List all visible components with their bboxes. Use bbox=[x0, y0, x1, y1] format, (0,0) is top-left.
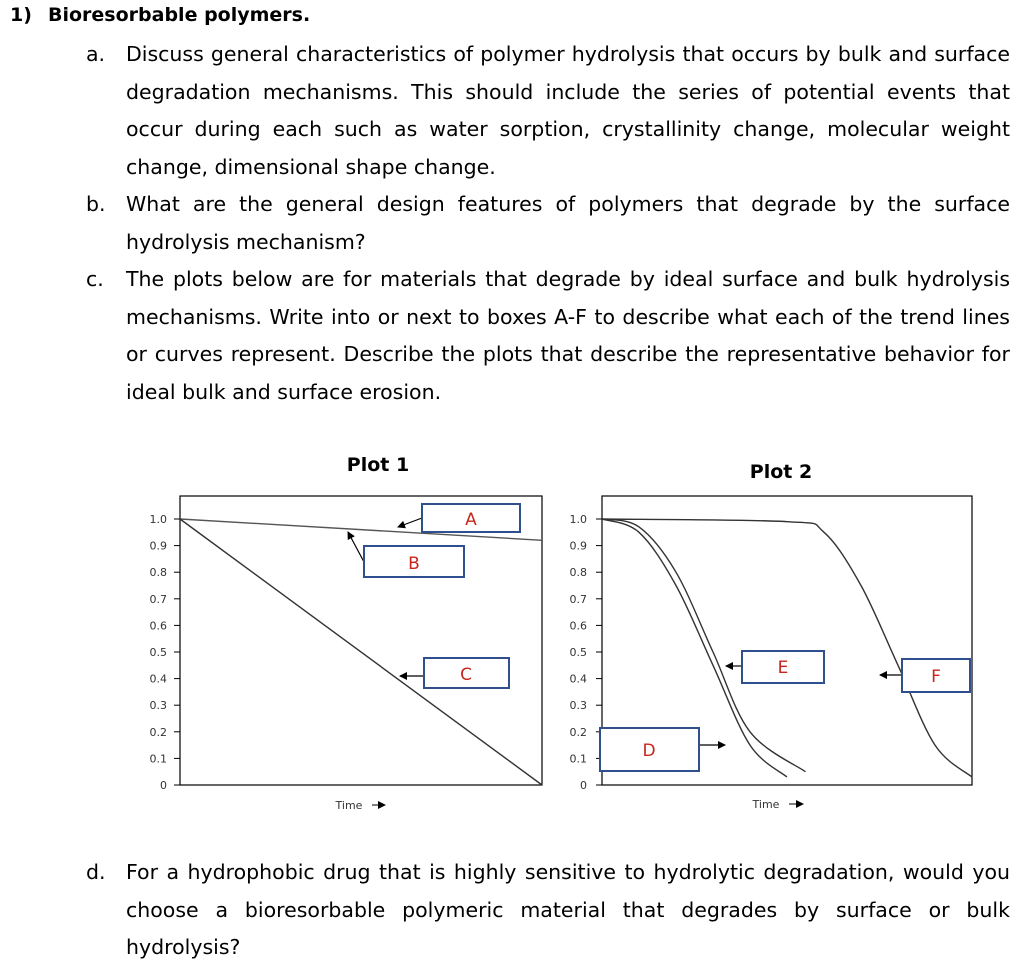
y-tick-label: 0.4 bbox=[149, 672, 167, 686]
plot-1-frame bbox=[180, 496, 542, 785]
y-tick-label: 0 bbox=[160, 779, 167, 792]
item-text: The plots below are for materials that degrade by ideal surface and bulk hydrolysis mechanisms. Write into or next to boxes A-F to describe what each of the trend lines or curves represent. Describe the plots that describe the representative behavior for ideal bulk and surface erosion. bbox=[126, 267, 1010, 404]
item-text: For a hydrophobic drug that is highly sensitive to hydrolytic degradation, would you choose a bioresorbable polymeric material that degrades by surface or bulk hydrolysis? bbox=[126, 860, 1010, 959]
item-letter: a. bbox=[86, 42, 106, 66]
item-letter: b. bbox=[86, 192, 106, 216]
y-tick-label: 0.6 bbox=[149, 619, 167, 633]
plot-2-x-label: Time bbox=[752, 798, 780, 811]
y-tick-label: 0.3 bbox=[569, 699, 587, 713]
y-tick-label: 0.5 bbox=[569, 646, 587, 659]
plot-2 bbox=[570, 461, 973, 811]
question-number: 1) bbox=[10, 4, 32, 26]
item-text: Discuss general characteristics of polymer hydrolysis that occurs by bulk and surface degradation mechanisms. This should include the series of potential events that occur during each such as water sorption, crystallinity change, molecular weight change, dimensional shape change. bbox=[126, 42, 1010, 179]
y-tick-label: 0.7 bbox=[569, 592, 587, 606]
box-a-label: A bbox=[465, 510, 477, 530]
plot-1-y-axis bbox=[150, 513, 181, 792]
plot-1-x-label: Time bbox=[335, 799, 363, 812]
y-tick-label: 0.2 bbox=[569, 725, 587, 739]
y-tick-label: 0.7 bbox=[149, 592, 167, 606]
box-d-label: D bbox=[642, 741, 656, 761]
y-tick-label: 0.9 bbox=[149, 539, 167, 553]
y-tick-label: 0.4 bbox=[569, 672, 587, 686]
plot-1-title: Plot 1 bbox=[346, 454, 410, 476]
question-item-d bbox=[86, 854, 1010, 967]
y-tick-label: 0.8 bbox=[149, 566, 167, 580]
y-tick-label: 0.2 bbox=[149, 725, 167, 739]
y-tick-label: 0.3 bbox=[149, 699, 167, 713]
plot-2-y-axis bbox=[570, 513, 603, 792]
box-b-pointer bbox=[348, 532, 364, 562]
y-tick-label: 0 bbox=[580, 779, 587, 792]
item-letter: c. bbox=[86, 267, 104, 291]
question-title: Bioresorbable polymers. bbox=[48, 4, 311, 26]
plot-1 bbox=[150, 454, 543, 812]
item-text: What are the general design features of polymers that degrade by the surface hydrolysis mechanism? bbox=[126, 192, 1010, 254]
y-tick-label: 0.6 bbox=[569, 619, 587, 633]
plot-1-lower-line bbox=[180, 519, 542, 785]
box-a-pointer bbox=[398, 518, 422, 527]
plot-2-title: Plot 2 bbox=[749, 461, 813, 483]
y-tick-label: 0.5 bbox=[149, 646, 167, 659]
y-tick-label: 0.1 bbox=[149, 752, 167, 766]
y-tick-label: 1.0 bbox=[569, 513, 587, 526]
box-c-label: C bbox=[460, 665, 472, 685]
box-e-label: E bbox=[777, 658, 789, 678]
box-f-label: F bbox=[931, 667, 941, 687]
y-tick-label: 1.0 bbox=[149, 513, 167, 526]
box-b-label: B bbox=[408, 554, 420, 574]
y-tick-label: 0.9 bbox=[569, 539, 587, 553]
y-tick-label: 0.1 bbox=[569, 752, 587, 766]
y-tick-label: 0.8 bbox=[569, 566, 587, 580]
item-letter: d. bbox=[86, 860, 106, 884]
